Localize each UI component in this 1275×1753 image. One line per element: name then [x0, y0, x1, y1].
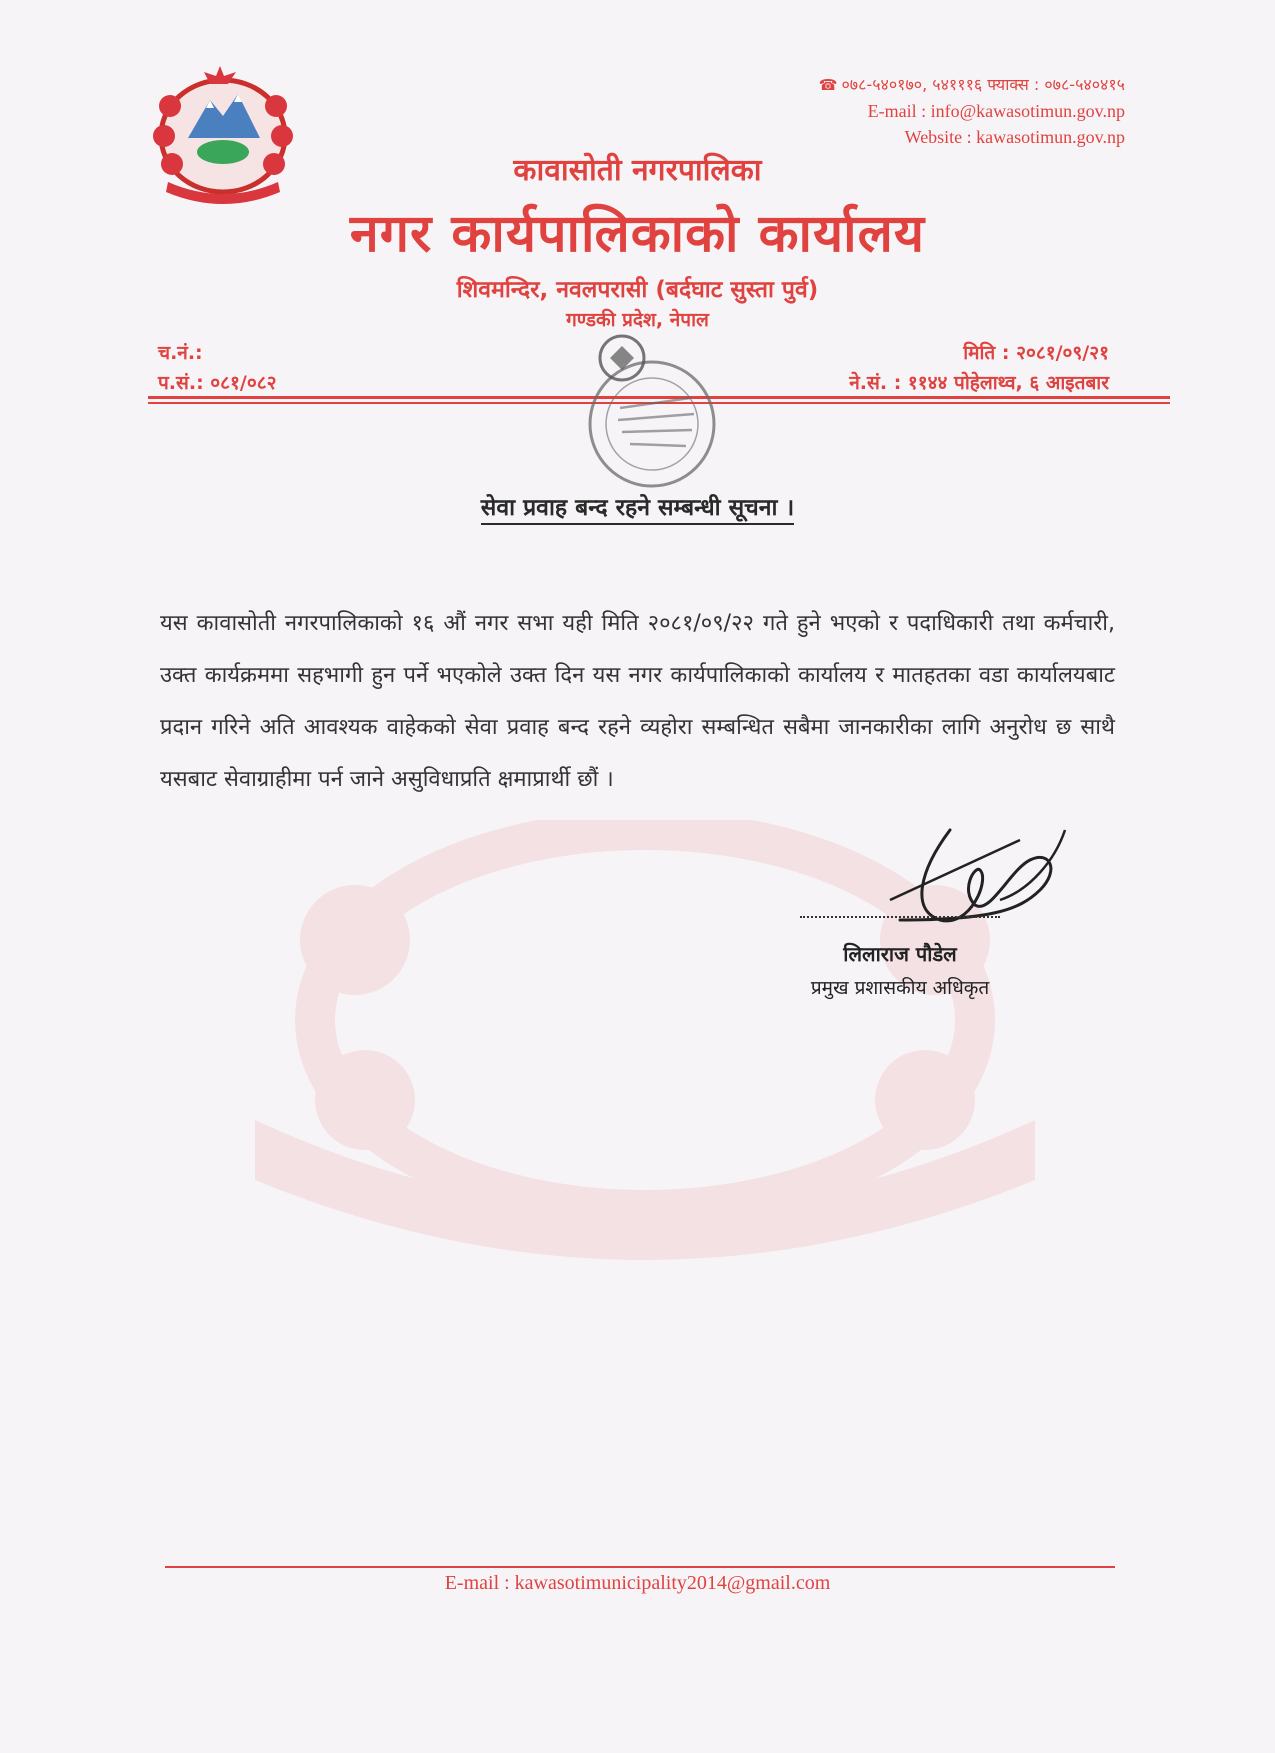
- header-email: E-mail : info@kawasotimun.gov.np: [867, 101, 1125, 121]
- notice-subject-text: सेवा प्रवाह बन्द रहने सम्बन्धी सूचना ।: [481, 495, 794, 525]
- office-name: नगर कार्यपालिकाको कार्यालय: [349, 204, 926, 264]
- signatory-name: लिलाराज पौडेल: [843, 942, 957, 966]
- cha-no: च.नं.:: [158, 342, 203, 364]
- notice-body: यस कावासोती नगरपालिकाको १६ औं नगर सभा यही मिति २०८१/०९/२२ गते हुने भएको र पदाधिकारी तथा कर्मचारी, उक्त कार्यक्रममा सहभागी हुन पर्ने भएकोले उक्त दिन यस नगर कार्यपालिकाको कार्यालय र मातहतका वडा कार्यालयबाट प्रदान गरिने अति आवश्यक वाहेकको सेवा प्रवाह बन्द रहने व्यहोरा सम्बन्धित सबैमा जानकारीका लागि अनुरोध छ साथै यसबाट सेवाग्राहीमा पर्न जाने असुविधाप्रति क्षमाप्रार्थी छौं ।: [160, 611, 1115, 792]
- phone-numbers: ०७८-५४०१७०, ५४१११६ फ्याक्स : ०७८-५४०४१५: [841, 75, 1125, 94]
- address-line-1: शिवमन्दिर, नवलपरासी (बर्दघाट सुस्ता पुर्व): [456, 277, 819, 303]
- phone-icon: ☎: [818, 76, 838, 94]
- date-block: [849, 338, 1109, 398]
- signature-line: [800, 916, 1000, 918]
- nepal-sambat-date: ने.सं. : ११४४ पोहेलाथ्व, ६ आइतबार: [849, 372, 1109, 394]
- header-website: Website : kawasotimun.gov.np: [904, 127, 1125, 147]
- office-stamp-icon: [560, 328, 730, 493]
- signature-icon: [880, 810, 1080, 940]
- notice-subject: [0, 490, 1275, 522]
- address-line-2: गण्डकी प्रदेश, नेपाल: [566, 309, 709, 331]
- phone-line: [819, 72, 1125, 98]
- footer-email: E-mail : kawasotimunicipality2014@gmail.com: [444, 1572, 831, 1594]
- date: मिति : २०८१/०९/२१: [963, 342, 1109, 364]
- pa-sa: प.सं.: ०८१/०८२: [158, 372, 277, 394]
- municipality-name: कावासोती नगरपालिका: [513, 153, 762, 188]
- contact-block: [819, 72, 1125, 150]
- signatory-title: प्रमुख प्रशासकीय अधिकृत: [810, 977, 990, 999]
- reference-numbers: [158, 338, 277, 398]
- footer-divider: [165, 1566, 1115, 1568]
